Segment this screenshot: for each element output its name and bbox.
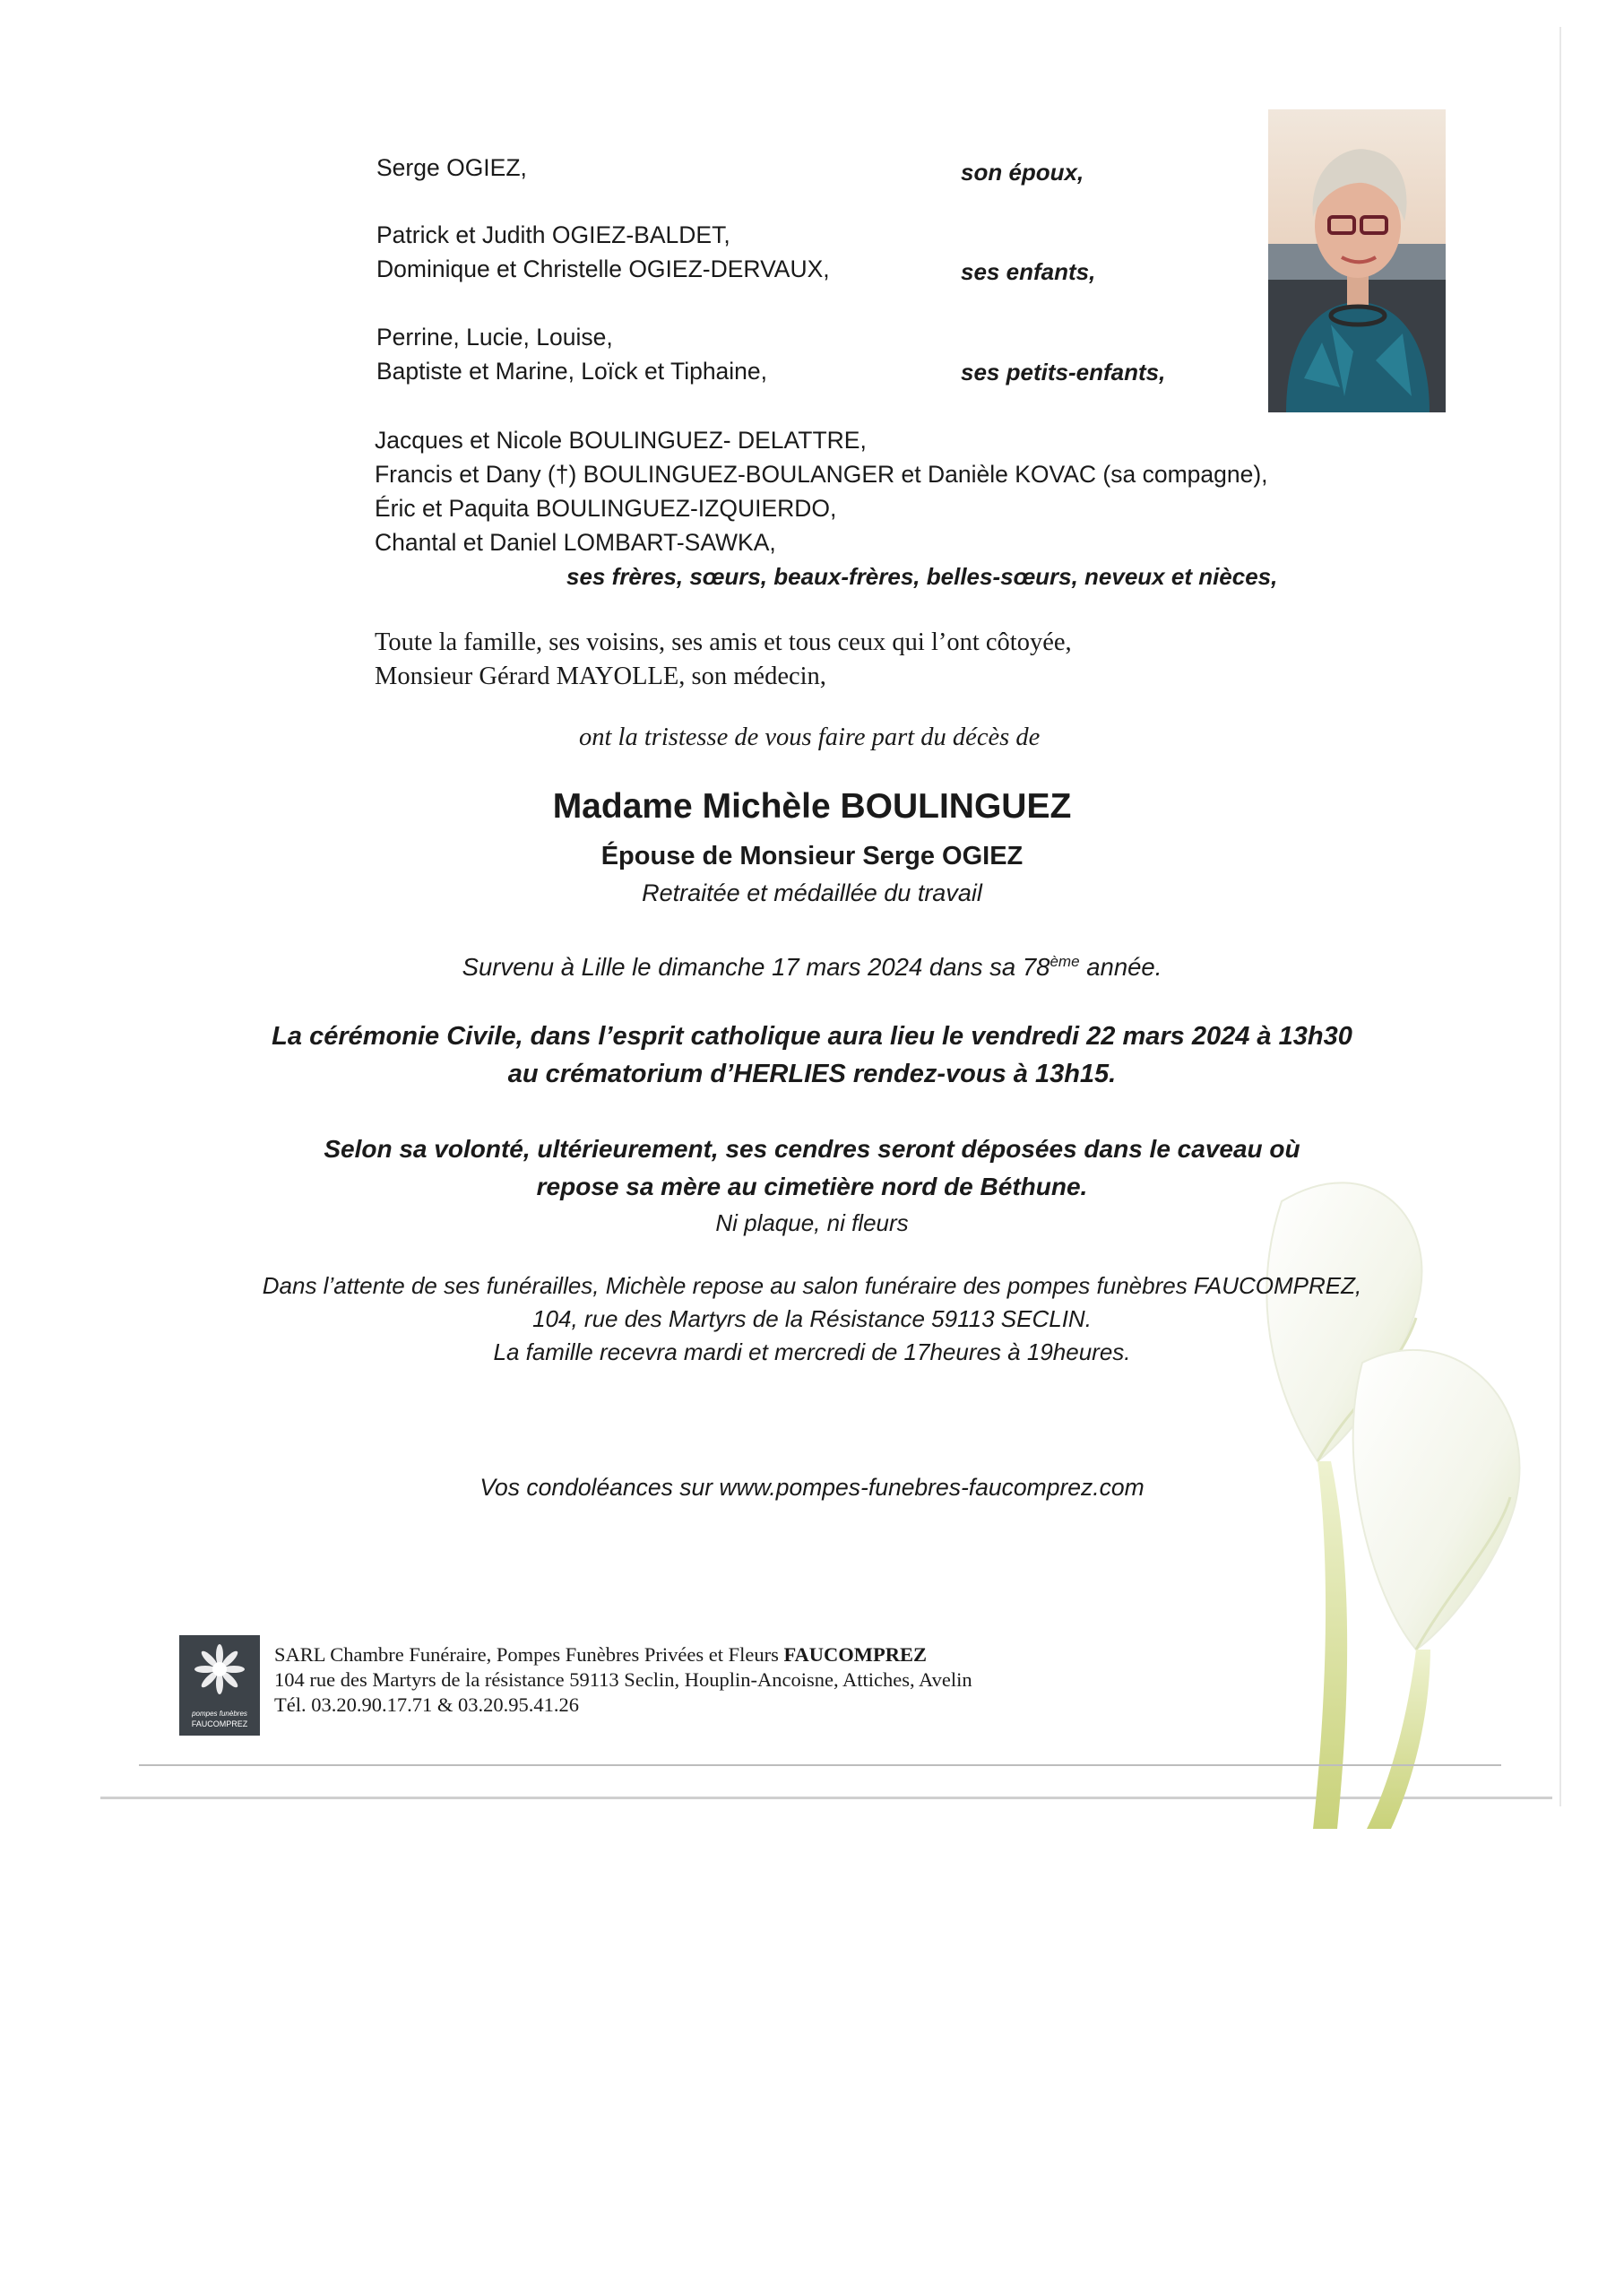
ceremony-line-2: au crématorium d’HERLIES rendez-vous à 13h15. <box>507 1060 1117 1088</box>
ceremony-line-1: La cérémonie Civile, dans l’esprit catholique aura lieu le vendredi 22 mars 2024 à 13h30 <box>272 1022 1352 1051</box>
condolences-link-text: Vos condoléances sur www.pompes-funebres-faucomprez.com <box>479 1474 1145 1501</box>
company-footer <box>274 1642 972 1718</box>
company-line: SARL Chambre Funéraire, Pompes Funèbres Privées et Fleurs FAUCOMPREZ <box>274 1643 928 1666</box>
grandchildren-line-2: Baptiste et Marine, Loïck et Tiphaine, <box>376 358 768 385</box>
logo-caption-2: FAUCOMPREZ <box>191 1719 248 1728</box>
grandchildren-role: ses petits-enfants, <box>961 359 1166 385</box>
funeral-home-line-2: 104, rue des Martyrs de la Résistance 59113 SECLIN. <box>532 1305 1092 1332</box>
siblings-line-3: Éric et Paquita BOULINGUEZ-IZQUIERDO, <box>375 495 837 522</box>
deceased-occupation: Retraitée et médaillée du travail <box>642 879 982 906</box>
death-details: Survenu à Lille le dimanche 17 mars 2024 dans sa 78ème année. <box>462 952 1162 981</box>
siblings-line-2: Francis et Dany (†) BOULINGUEZ-BOULANGER et Danièle KOVAC (sa compagne), <box>375 461 1268 488</box>
company-address: 104 rue des Martyrs de la résistance 59113 Seclin, Houplin-Ancoisne, Attiches, Avelin <box>274 1668 972 1691</box>
funeral-home-line-3: La famille recevra mardi et mercredi de 17heures à 19heures. <box>493 1338 1131 1365</box>
announcement: ont la tristesse de vous faire part du décès de <box>579 723 1041 751</box>
ashes-line-2: repose sa mère au cimetière nord de Béthune. <box>536 1173 1088 1200</box>
logo-caption-1: pompes funèbres <box>192 1710 247 1718</box>
siblings-line-1: Jacques et Nicole BOULINGUEZ- DELATTRE, <box>375 427 867 454</box>
deceased-spouse-line: Épouse de Monsieur Serge OGIEZ <box>600 842 1024 870</box>
children-line-2: Dominique et Christelle OGIEZ-DERVAUX, <box>376 255 830 282</box>
logo-flower-icon <box>179 1635 260 1705</box>
ashes-line-1: Selon sa volonté, ultérieurement, ses cendres seront déposées dans le caveau où <box>324 1135 1300 1163</box>
company-name: FAUCOMPREZ <box>783 1643 928 1666</box>
footer-divider <box>139 1764 1501 1766</box>
deceased-name: Madame Michèle BOULINGUEZ <box>552 787 1072 826</box>
no-flowers: Ni plaque, ni fleurs <box>715 1209 909 1236</box>
funeral-home-line-1: Dans l’attente de ses funérailles, Michèle repose au salon funéraire des pompes funèbres FAUCOMPREZ, <box>262 1272 1362 1299</box>
children-line-1: Patrick et Judith OGIEZ-BALDET, <box>376 221 730 248</box>
faucomprez-logo <box>179 1635 260 1736</box>
company-phone: Tél. 03.20.90.17.71 & 03.20.95.41.26 <box>274 1693 579 1716</box>
children-role: ses enfants, <box>961 258 1096 285</box>
siblings-line-4: Chantal et Daniel LOMBART-SAWKA, <box>375 529 776 556</box>
portrait-photo <box>1268 109 1446 412</box>
grandchildren-line-1: Perrine, Lucie, Louise, <box>376 324 613 351</box>
others-line-2: Monsieur Gérard MAYOLLE, son médecin, <box>375 663 826 690</box>
spouse-name: Serge OGIEZ, <box>376 154 527 181</box>
siblings-role: ses frères, sœurs, beaux-frères, belles-sœurs, neveux et nièces, <box>566 563 1278 590</box>
spouse-role: son époux, <box>961 159 1084 186</box>
others-line-1: Toute la famille, ses voisins, ses amis et tous ceux qui l’ont côtoyée, <box>375 628 1072 656</box>
